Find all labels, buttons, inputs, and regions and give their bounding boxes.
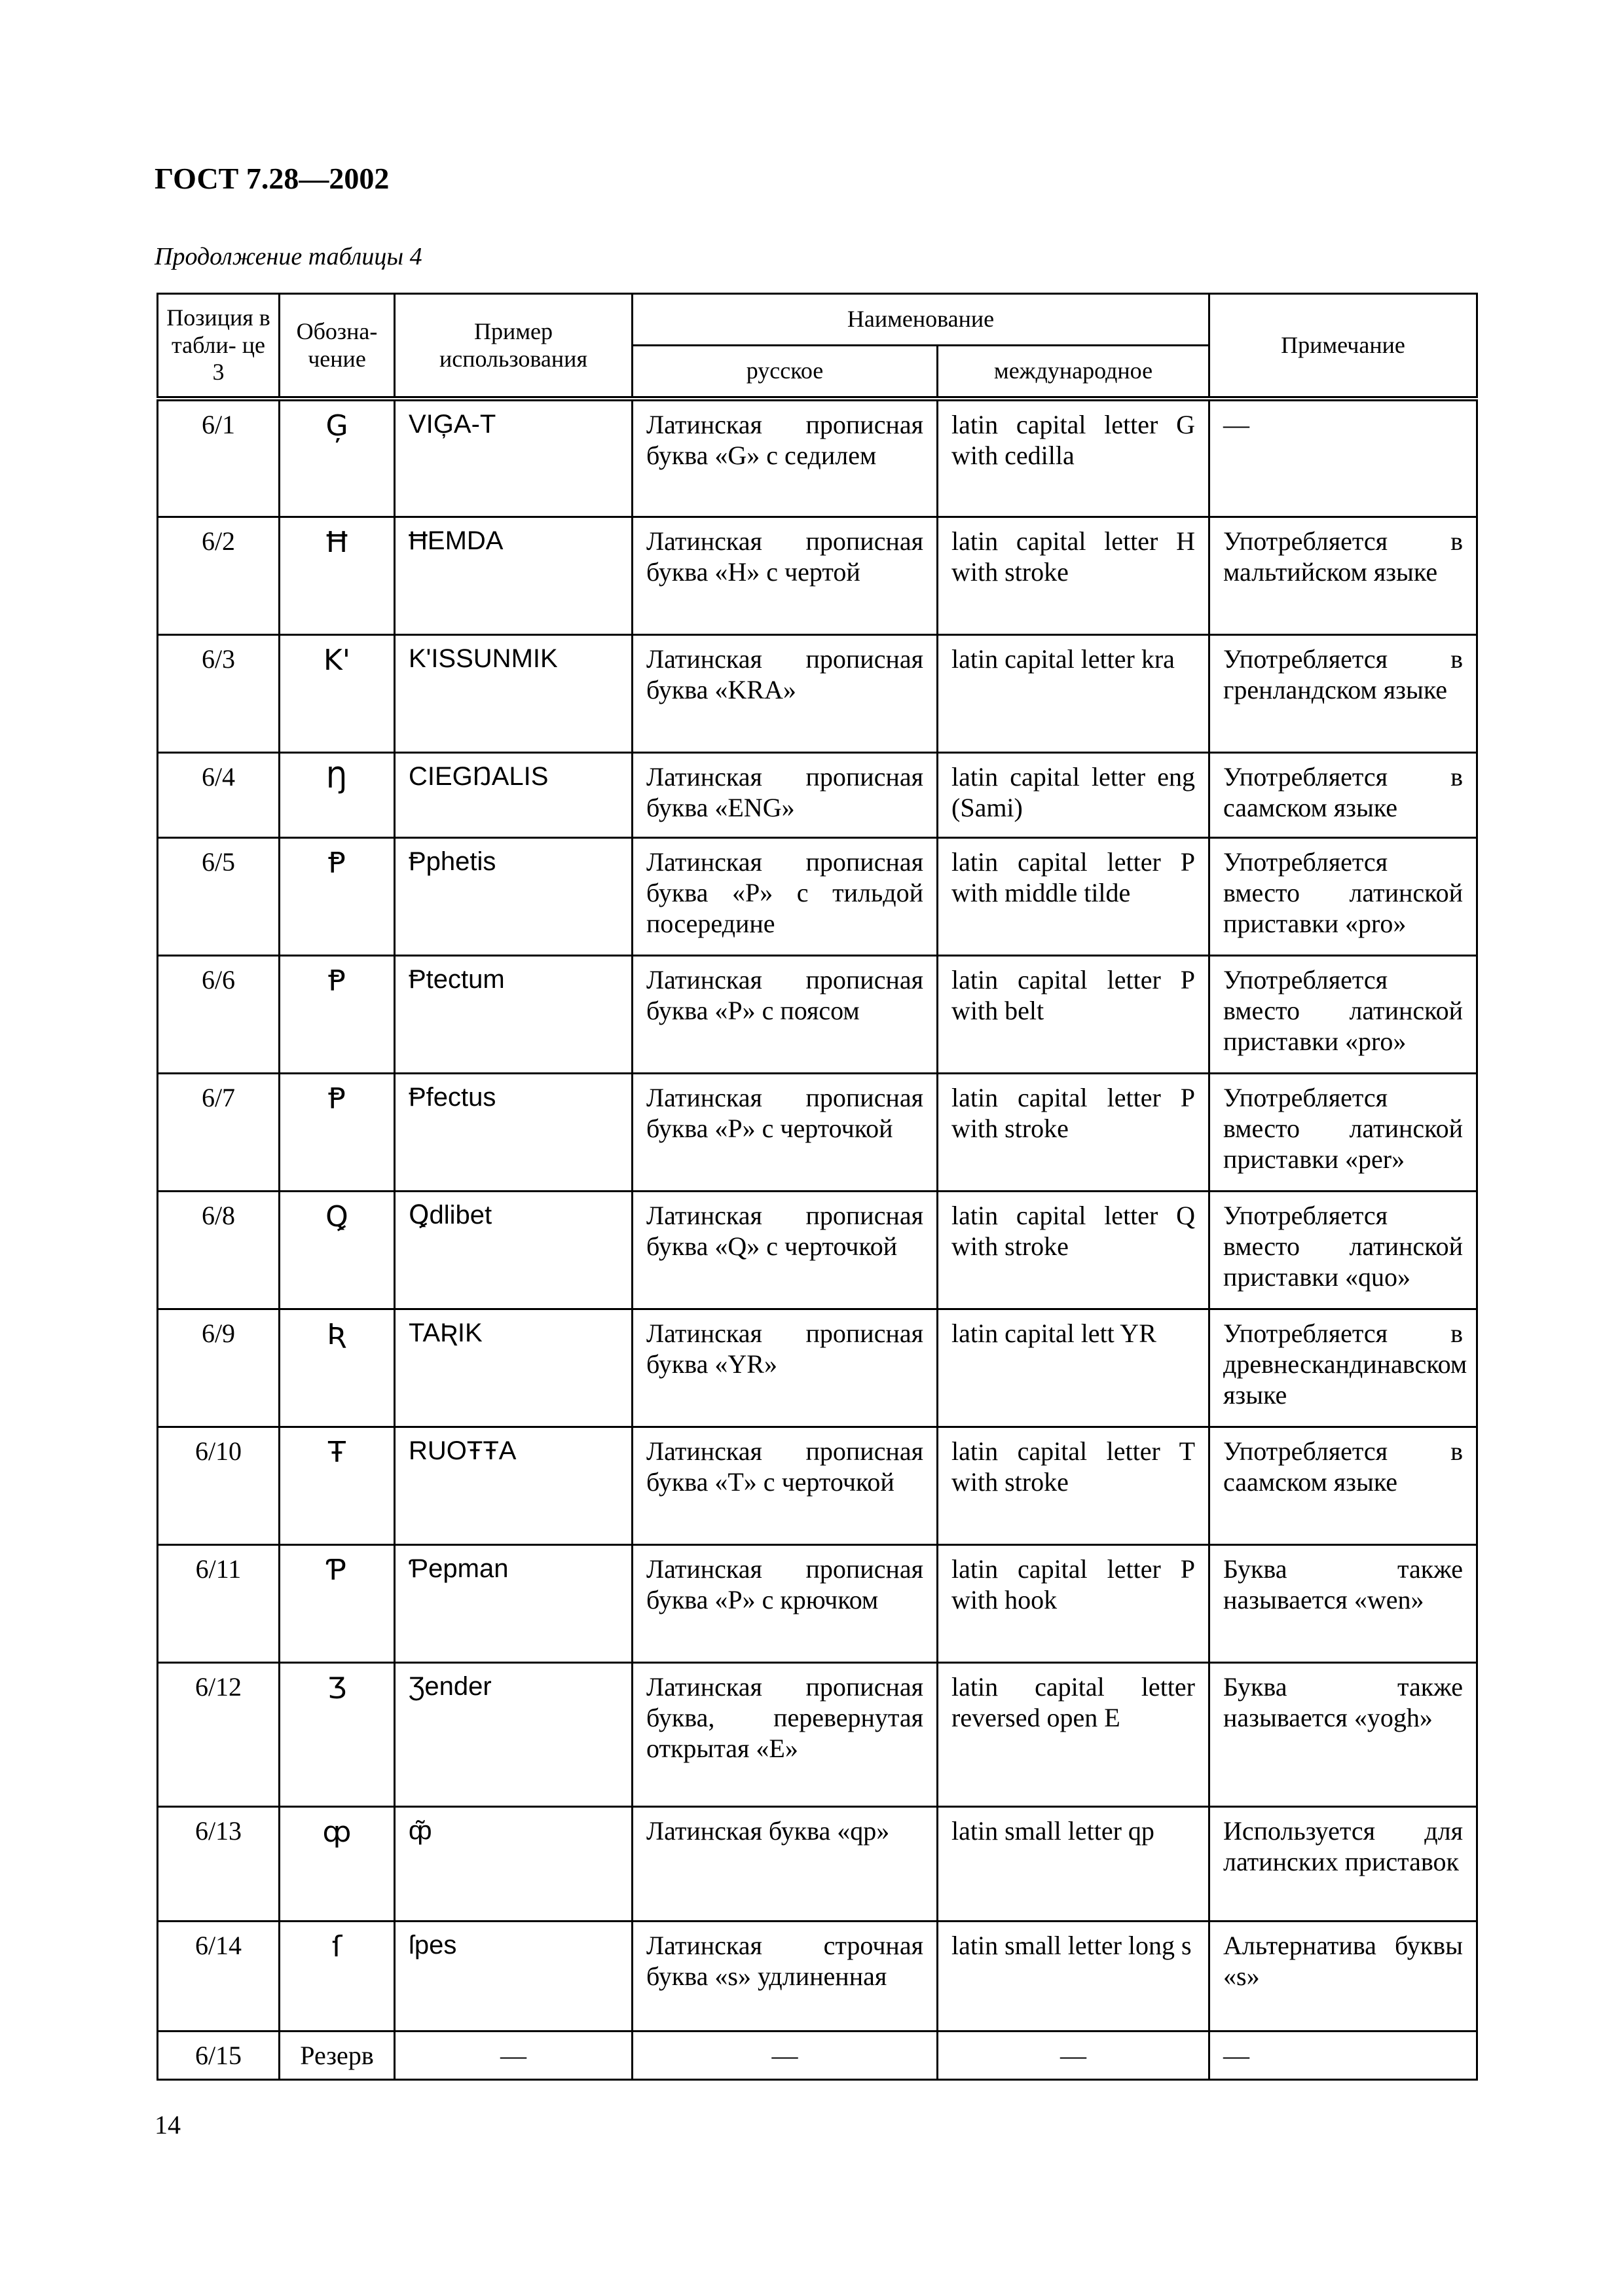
- row-note: Употребляется в мальтийском языке: [1209, 517, 1477, 634]
- row-name-ru: Латинская прописная буква «P» с черточкой: [633, 1073, 938, 1191]
- row-name-ru: Латинская прописная буква, перевернутая открытая «E»: [633, 1662, 938, 1806]
- table-row: [158, 955, 1477, 1073]
- page-number: 14: [155, 2110, 181, 2140]
- row-position: 6/13: [158, 1806, 280, 1921]
- row-name-ru: Латинская прописная буква «G» с седилем: [633, 399, 938, 517]
- row-note: Буква также называется «yogh»: [1209, 1662, 1477, 1806]
- row-name-ru: Латинская буква «qp»: [633, 1806, 938, 1921]
- row-example: Ʒender: [395, 1662, 633, 1806]
- row-note: —: [1209, 399, 1477, 517]
- row-example: VIĢA-T: [395, 399, 633, 517]
- row-name-int: latin small letter qp: [938, 1806, 1209, 1921]
- row-name-int: latin capital letter P with belt: [938, 955, 1209, 1073]
- row-name-int: —: [938, 2031, 1209, 2079]
- row-position: 6/8: [158, 1191, 280, 1309]
- row-symbol: Ᵽ: [280, 837, 395, 955]
- row-position: 6/1: [158, 399, 280, 517]
- row-position: 6/9: [158, 1309, 280, 1427]
- row-note: Употребляется в древнескандинавском языке: [1209, 1309, 1477, 1427]
- row-note: —: [1209, 2031, 1477, 2079]
- row-position: 6/4: [158, 752, 280, 837]
- row-note: Употребляется в саамском языке: [1209, 1427, 1477, 1544]
- row-name-ru: Латинская прописная буква «ENG»: [633, 752, 938, 837]
- row-example: Ᵽphetis: [395, 837, 633, 955]
- table-row: [158, 837, 1477, 955]
- row-position: 6/11: [158, 1544, 280, 1662]
- row-example: Ƥepman: [395, 1544, 633, 1662]
- row-name-int: latin capital letter T with stroke: [938, 1427, 1209, 1544]
- row-name-int: latin capital lett YR: [938, 1309, 1209, 1427]
- col-header-symbol: Обозна- чение: [280, 294, 395, 399]
- table-row: [158, 1073, 1477, 1191]
- row-symbol: K': [280, 634, 395, 752]
- row-example: TAƦIK: [395, 1309, 633, 1427]
- row-symbol: Ᵽ: [280, 955, 395, 1073]
- row-note: Буква также называется «wen»: [1209, 1544, 1477, 1662]
- row-position: 6/5: [158, 837, 280, 955]
- col-header-name: Наименование: [633, 294, 1209, 346]
- row-name-int: latin capital letter eng (Sami): [938, 752, 1209, 837]
- table-row: [158, 1921, 1477, 2031]
- row-name-ru: Латинская прописная буква «H» с чертой: [633, 517, 938, 634]
- row-note: Употребляется вместо латинской приставки «pro»: [1209, 955, 1477, 1073]
- row-name-ru: Латинская прописная буква «P» с тильдой посередине: [633, 837, 938, 955]
- row-position: 6/15: [158, 2031, 280, 2079]
- row-name-ru: Латинская прописная буква «KRA»: [633, 634, 938, 752]
- row-example: Ᵽfectus: [395, 1073, 633, 1191]
- row-symbol: Резерв: [280, 2031, 395, 2079]
- row-name-ru: Латинская прописная буква «T» с черточкой: [633, 1427, 938, 1544]
- table-row: [158, 1544, 1477, 1662]
- row-symbol: Ŧ: [280, 1427, 395, 1544]
- row-example: K'ISSUNMIK: [395, 634, 633, 752]
- col-header-note: Примечание: [1209, 294, 1477, 399]
- row-name-ru: —: [633, 2031, 938, 2079]
- row-name-int: latin capital letter P with hook: [938, 1544, 1209, 1662]
- row-note: Употребляется в гренландском языке: [1209, 634, 1477, 752]
- row-position: 6/6: [158, 955, 280, 1073]
- row-example: Ꝗdlibet: [395, 1191, 633, 1309]
- row-example: Ᵽtectum: [395, 955, 633, 1073]
- col-header-example: Пример использования: [395, 294, 633, 399]
- row-symbol: ȹ: [280, 1806, 395, 1921]
- table-row: [158, 1191, 1477, 1309]
- row-note: Альтернатива буквы «s»: [1209, 1921, 1477, 2031]
- row-position: 6/2: [158, 517, 280, 634]
- row-example: ĦEMDA: [395, 517, 633, 634]
- row-name-ru: Латинская прописная буква «P» с крючком: [633, 1544, 938, 1662]
- table-row: [158, 399, 1477, 517]
- row-name-int: latin capital letter kra: [938, 634, 1209, 752]
- col-header-name-int: международное: [938, 346, 1209, 399]
- row-note: Употребляется вместо латинской приставки «pro»: [1209, 837, 1477, 955]
- row-example: RUOŦŦA: [395, 1427, 633, 1544]
- row-name-ru: Латинская прописная буква «YR»: [633, 1309, 938, 1427]
- row-name-ru: Латинская прописная буква «Q» с черточкой: [633, 1191, 938, 1309]
- row-position: 6/7: [158, 1073, 280, 1191]
- row-name-ru: Латинская строчная буква «s» удлиненная: [633, 1921, 938, 2031]
- row-symbol: Ꝗ: [280, 1191, 395, 1309]
- row-example: ȹ̃: [395, 1806, 633, 1921]
- col-header-name-ru: русское: [633, 346, 938, 399]
- row-note: Употребляется вместо латинской приставки «per»: [1209, 1073, 1477, 1191]
- row-note: Употребляется вместо латинской приставки «quo»: [1209, 1191, 1477, 1309]
- row-note: Используется для латинских приставок: [1209, 1806, 1477, 1921]
- row-name-ru: Латинская прописная буква «P» с поясом: [633, 955, 938, 1073]
- row-position: 6/3: [158, 634, 280, 752]
- table-body: [158, 399, 1477, 2079]
- table-row: [158, 752, 1477, 837]
- col-header-position: Позиция в табли- це 3: [158, 294, 280, 399]
- row-symbol: ſ: [280, 1921, 395, 2031]
- document-header: ГОСТ 7.28—2002: [155, 162, 390, 195]
- table-row: [158, 517, 1477, 634]
- table-row: [158, 1427, 1477, 1544]
- row-name-int: latin capital letter H with stroke: [938, 517, 1209, 634]
- row-example: ſpes: [395, 1921, 633, 2031]
- row-example: CIEGŊALIS: [395, 752, 633, 837]
- row-position: 6/10: [158, 1427, 280, 1544]
- table-row: [158, 1806, 1477, 1921]
- row-name-int: latin capital letter P with middle tilde: [938, 837, 1209, 955]
- row-position: 6/12: [158, 1662, 280, 1806]
- row-example: —: [395, 2031, 633, 2079]
- row-symbol: Ģ: [280, 399, 395, 517]
- row-symbol: Ʀ: [280, 1309, 395, 1427]
- row-symbol: Ŋ: [280, 752, 395, 837]
- row-name-int: latin capital letter P with stroke: [938, 1073, 1209, 1191]
- row-name-int: latin small letter long s: [938, 1921, 1209, 2031]
- character-table: [157, 293, 1478, 2081]
- row-name-int: latin capital letter reversed open E: [938, 1662, 1209, 1806]
- row-position: 6/14: [158, 1921, 280, 2031]
- row-name-int: latin capital letter Q with stroke: [938, 1191, 1209, 1309]
- table-row: [158, 2031, 1477, 2079]
- table-row: [158, 1662, 1477, 1806]
- table-row: [158, 1309, 1477, 1427]
- row-symbol: Ƥ: [280, 1544, 395, 1662]
- row-symbol: Ᵽ: [280, 1073, 395, 1191]
- row-symbol: Ħ: [280, 517, 395, 634]
- table-row: [158, 634, 1477, 752]
- row-note: Употребляется в саамском языке: [1209, 752, 1477, 837]
- table-caption: Продолжение таблицы 4: [155, 243, 422, 270]
- row-symbol: Ʒ: [280, 1662, 395, 1806]
- row-name-int: latin capital letter G with cedilla: [938, 399, 1209, 517]
